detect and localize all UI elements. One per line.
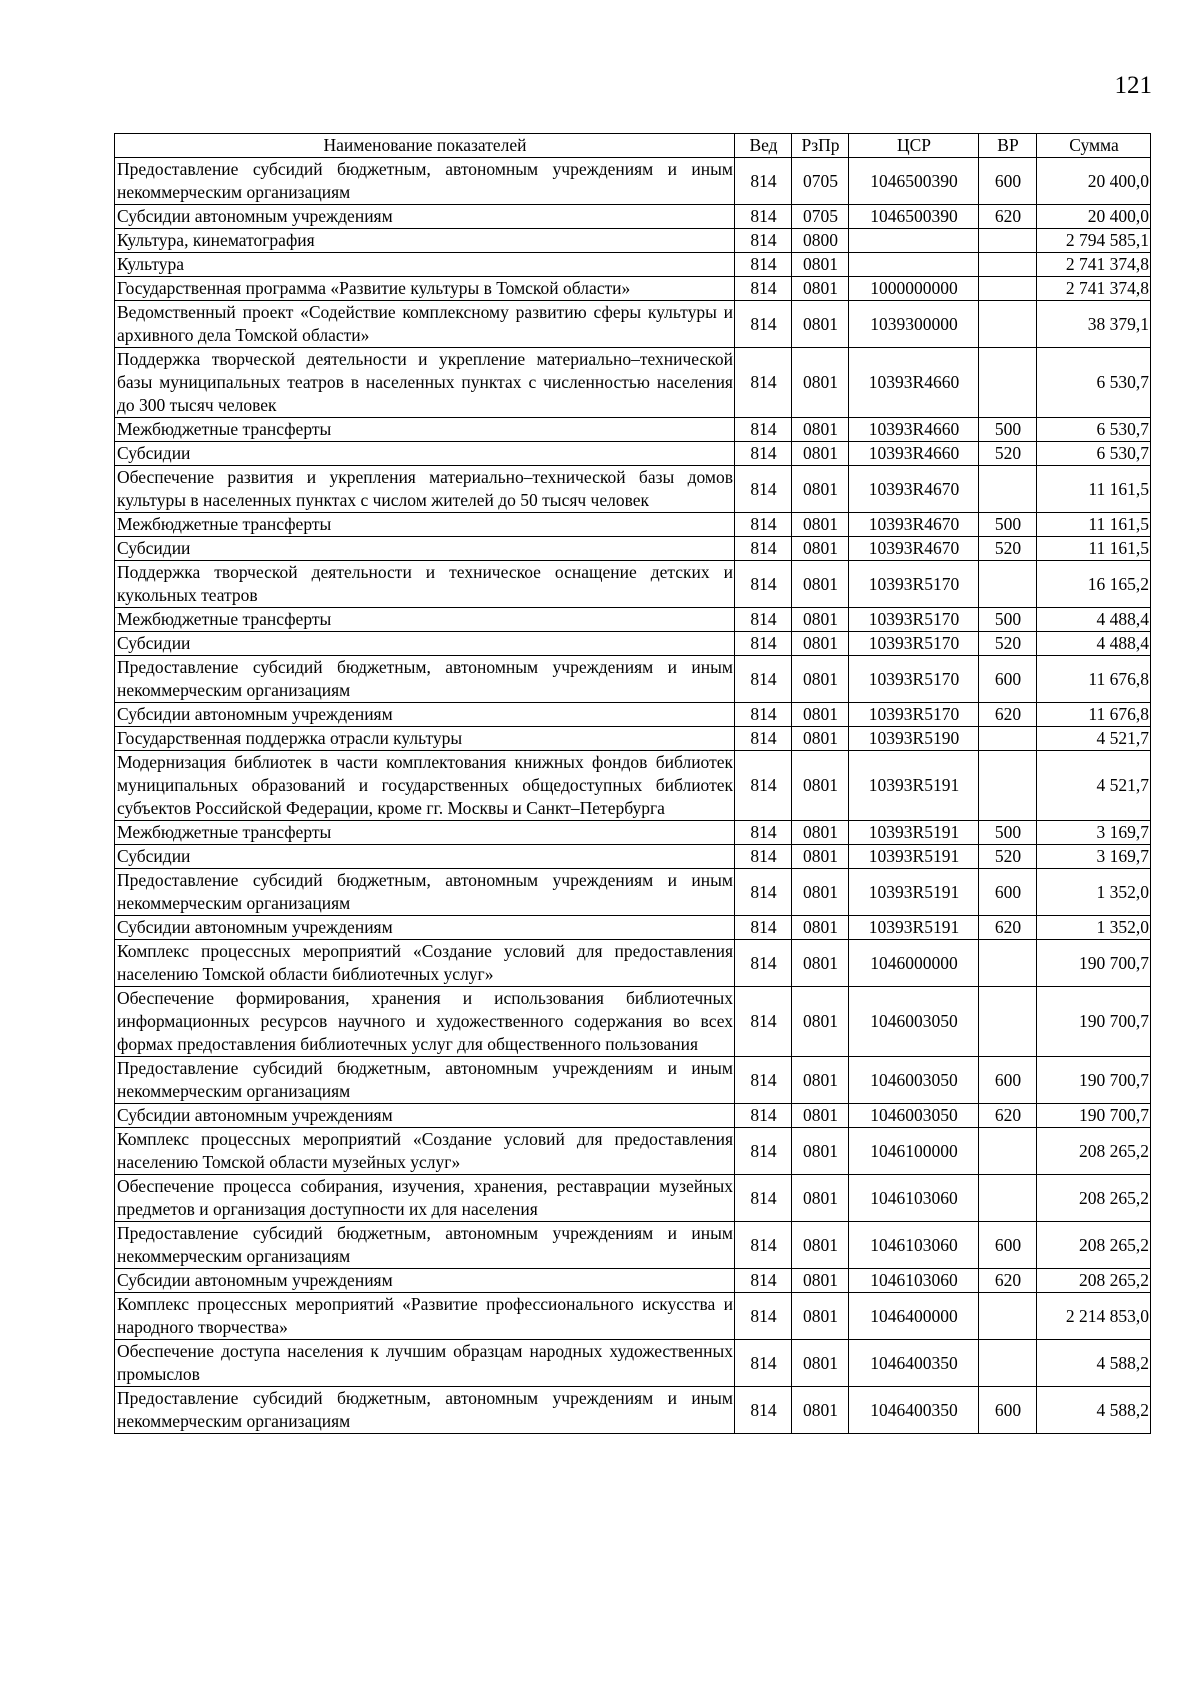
cell-sum: 4 521,7 bbox=[1037, 751, 1151, 821]
cell-vr: 500 bbox=[979, 608, 1037, 632]
cell-csr: 1046000000 bbox=[849, 940, 979, 987]
table-row bbox=[115, 348, 1151, 418]
cell-ved: 814 bbox=[735, 751, 792, 821]
cell-ved: 814 bbox=[735, 418, 792, 442]
cell-csr: 1046103060 bbox=[849, 1222, 979, 1269]
table-header-row bbox=[115, 134, 1151, 158]
cell-name: Комплекс процессных мероприятий «Создание условий для предоставления населению Томской области музейных услуг» bbox=[115, 1128, 735, 1175]
cell-vr: 500 bbox=[979, 821, 1037, 845]
cell-rzpr: 0801 bbox=[792, 513, 849, 537]
cell-csr: 1046103060 bbox=[849, 1269, 979, 1293]
cell-csr: 10393R5191 bbox=[849, 916, 979, 940]
cell-rzpr: 0801 bbox=[792, 253, 849, 277]
table-row bbox=[115, 1128, 1151, 1175]
cell-sum: 1 352,0 bbox=[1037, 916, 1151, 940]
cell-name: Предоставление субсидий бюджетным, автономным учреждениям и иным некоммерческим организациям bbox=[115, 1222, 735, 1269]
cell-sum: 190 700,7 bbox=[1037, 1057, 1151, 1104]
cell-csr: 10393R5191 bbox=[849, 869, 979, 916]
cell-vr: 520 bbox=[979, 632, 1037, 656]
cell-sum: 11 161,5 bbox=[1037, 466, 1151, 513]
cell-rzpr: 0801 bbox=[792, 277, 849, 301]
cell-name: Поддержка творческой деятельности и укрепление материально–технической базы муниципальных театров в населенных пунктах с численностью населения до 300 тысяч человек bbox=[115, 348, 735, 418]
cell-csr bbox=[849, 253, 979, 277]
cell-csr bbox=[849, 229, 979, 253]
cell-name: Субсидии bbox=[115, 632, 735, 656]
cell-ved: 814 bbox=[735, 727, 792, 751]
cell-name: Модернизация библиотек в части комплектования книжных фондов библиотек муниципальных образований и государственных общедоступных библиотек субъектов Российской Федерации, кроме гг. Москвы и Санкт–Петербурга bbox=[115, 751, 735, 821]
column-header-vr: ВР bbox=[979, 134, 1037, 158]
cell-name: Предоставление субсидий бюджетным, автономным учреждениям и иным некоммерческим организациям bbox=[115, 158, 735, 205]
cell-sum: 6 530,7 bbox=[1037, 348, 1151, 418]
cell-sum: 4 588,2 bbox=[1037, 1387, 1151, 1434]
cell-sum: 4 488,4 bbox=[1037, 608, 1151, 632]
page-number: 121 bbox=[1114, 72, 1152, 99]
cell-name: Межбюджетные трансферты bbox=[115, 821, 735, 845]
cell-ved: 814 bbox=[735, 821, 792, 845]
cell-name: Комплекс процессных мероприятий «Развитие профессионального искусства и народного творчества» bbox=[115, 1293, 735, 1340]
table-row bbox=[115, 418, 1151, 442]
cell-vr bbox=[979, 229, 1037, 253]
cell-vr bbox=[979, 987, 1037, 1057]
cell-vr bbox=[979, 466, 1037, 513]
cell-csr: 1046003050 bbox=[849, 1057, 979, 1104]
cell-vr: 620 bbox=[979, 703, 1037, 727]
cell-name: Межбюджетные трансферты bbox=[115, 608, 735, 632]
cell-sum: 2 214 853,0 bbox=[1037, 1293, 1151, 1340]
table-row bbox=[115, 158, 1151, 205]
cell-rzpr: 0801 bbox=[792, 632, 849, 656]
cell-rzpr: 0801 bbox=[792, 348, 849, 418]
table-row bbox=[115, 703, 1151, 727]
table-row bbox=[115, 466, 1151, 513]
cell-vr: 600 bbox=[979, 1387, 1037, 1434]
cell-name: Субсидии автономным учреждениям bbox=[115, 703, 735, 727]
table-row bbox=[115, 940, 1151, 987]
cell-rzpr: 0801 bbox=[792, 561, 849, 608]
cell-ved: 814 bbox=[735, 442, 792, 466]
cell-sum: 4 488,4 bbox=[1037, 632, 1151, 656]
cell-ved: 814 bbox=[735, 513, 792, 537]
cell-sum: 38 379,1 bbox=[1037, 301, 1151, 348]
cell-rzpr: 0705 bbox=[792, 205, 849, 229]
cell-vr bbox=[979, 940, 1037, 987]
table-row bbox=[115, 1222, 1151, 1269]
cell-rzpr: 0801 bbox=[792, 418, 849, 442]
cell-vr: 620 bbox=[979, 1104, 1037, 1128]
cell-sum: 3 169,7 bbox=[1037, 845, 1151, 869]
column-header-name: Наименование показателей bbox=[115, 134, 735, 158]
cell-csr: 10393R5170 bbox=[849, 632, 979, 656]
cell-ved: 814 bbox=[735, 703, 792, 727]
cell-sum: 3 169,7 bbox=[1037, 821, 1151, 845]
cell-csr: 10393R5170 bbox=[849, 656, 979, 703]
cell-csr: 1046003050 bbox=[849, 987, 979, 1057]
cell-name: Субсидии автономным учреждениям bbox=[115, 1269, 735, 1293]
cell-vr: 500 bbox=[979, 418, 1037, 442]
table-body bbox=[115, 158, 1151, 1434]
table-row bbox=[115, 869, 1151, 916]
table-row bbox=[115, 1269, 1151, 1293]
table-row bbox=[115, 1104, 1151, 1128]
cell-csr: 1046400000 bbox=[849, 1293, 979, 1340]
cell-csr: 1046500390 bbox=[849, 158, 979, 205]
cell-ved: 814 bbox=[735, 1293, 792, 1340]
cell-name: Предоставление субсидий бюджетным, автономным учреждениям и иным некоммерческим организациям bbox=[115, 1387, 735, 1434]
cell-vr: 500 bbox=[979, 513, 1037, 537]
cell-rzpr: 0801 bbox=[792, 1222, 849, 1269]
cell-ved: 814 bbox=[735, 916, 792, 940]
cell-vr: 620 bbox=[979, 916, 1037, 940]
cell-csr: 1046400350 bbox=[849, 1340, 979, 1387]
cell-csr: 10393R4670 bbox=[849, 466, 979, 513]
cell-name: Субсидии bbox=[115, 442, 735, 466]
cell-name: Обеспечение формирования, хранения и использования библиотечных информационных ресурсов научного и художественного содержания во всех формах предоставления библиотечных услуг для общественного пользования bbox=[115, 987, 735, 1057]
cell-sum: 1 352,0 bbox=[1037, 869, 1151, 916]
table-row bbox=[115, 513, 1151, 537]
cell-ved: 814 bbox=[735, 301, 792, 348]
table-row bbox=[115, 987, 1151, 1057]
cell-ved: 814 bbox=[735, 608, 792, 632]
table-row bbox=[115, 727, 1151, 751]
cell-csr: 10393R4670 bbox=[849, 513, 979, 537]
cell-csr: 10393R5170 bbox=[849, 703, 979, 727]
cell-ved: 814 bbox=[735, 940, 792, 987]
cell-ved: 814 bbox=[735, 869, 792, 916]
cell-csr: 10393R4670 bbox=[849, 537, 979, 561]
cell-vr: 600 bbox=[979, 869, 1037, 916]
cell-vr: 620 bbox=[979, 1269, 1037, 1293]
cell-vr bbox=[979, 1293, 1037, 1340]
cell-csr: 10393R4660 bbox=[849, 348, 979, 418]
cell-vr bbox=[979, 1340, 1037, 1387]
cell-rzpr: 0801 bbox=[792, 940, 849, 987]
cell-ved: 814 bbox=[735, 1104, 792, 1128]
cell-rzpr: 0801 bbox=[792, 821, 849, 845]
cell-name: Государственная поддержка отрасли культуры bbox=[115, 727, 735, 751]
cell-rzpr: 0800 bbox=[792, 229, 849, 253]
cell-vr bbox=[979, 348, 1037, 418]
cell-vr bbox=[979, 301, 1037, 348]
cell-vr: 600 bbox=[979, 1222, 1037, 1269]
column-header-rzpr: РзПр bbox=[792, 134, 849, 158]
cell-rzpr: 0801 bbox=[792, 916, 849, 940]
cell-name: Ведомственный проект «Содействие комплексному развитию сферы культуры и архивного дела Томской области» bbox=[115, 301, 735, 348]
cell-name: Культура, кинематография bbox=[115, 229, 735, 253]
table-row bbox=[115, 632, 1151, 656]
cell-csr: 1046400350 bbox=[849, 1387, 979, 1434]
cell-sum: 16 165,2 bbox=[1037, 561, 1151, 608]
cell-ved: 814 bbox=[735, 1387, 792, 1434]
cell-rzpr: 0801 bbox=[792, 608, 849, 632]
cell-rzpr: 0801 bbox=[792, 1128, 849, 1175]
cell-vr bbox=[979, 1128, 1037, 1175]
cell-rzpr: 0801 bbox=[792, 656, 849, 703]
cell-name: Субсидии автономным учреждениям bbox=[115, 1104, 735, 1128]
cell-csr: 1046100000 bbox=[849, 1128, 979, 1175]
table-row bbox=[115, 1340, 1151, 1387]
cell-ved: 814 bbox=[735, 1175, 792, 1222]
cell-name: Обеспечение процесса собирания, изучения, хранения, реставрации музейных предметов и организация доступности их для населения bbox=[115, 1175, 735, 1222]
cell-vr bbox=[979, 253, 1037, 277]
cell-csr: 10393R5190 bbox=[849, 727, 979, 751]
table-row bbox=[115, 277, 1151, 301]
cell-sum: 11 161,5 bbox=[1037, 537, 1151, 561]
cell-name: Субсидии автономным учреждениям bbox=[115, 916, 735, 940]
cell-csr: 10393R4660 bbox=[849, 418, 979, 442]
cell-ved: 814 bbox=[735, 537, 792, 561]
cell-sum: 4 521,7 bbox=[1037, 727, 1151, 751]
cell-vr bbox=[979, 751, 1037, 821]
cell-name: Межбюджетные трансферты bbox=[115, 418, 735, 442]
cell-rzpr: 0801 bbox=[792, 1387, 849, 1434]
cell-sum: 11 676,8 bbox=[1037, 656, 1151, 703]
cell-rzpr: 0801 bbox=[792, 1293, 849, 1340]
cell-rzpr: 0801 bbox=[792, 442, 849, 466]
cell-name: Субсидии автономным учреждениям bbox=[115, 205, 735, 229]
cell-sum: 190 700,7 bbox=[1037, 940, 1151, 987]
cell-vr bbox=[979, 727, 1037, 751]
cell-rzpr: 0801 bbox=[792, 466, 849, 513]
cell-vr bbox=[979, 277, 1037, 301]
cell-ved: 814 bbox=[735, 205, 792, 229]
cell-ved: 814 bbox=[735, 158, 792, 205]
cell-vr: 600 bbox=[979, 158, 1037, 205]
cell-sum: 6 530,7 bbox=[1037, 418, 1151, 442]
cell-vr bbox=[979, 1175, 1037, 1222]
table-row bbox=[115, 442, 1151, 466]
cell-sum: 2 794 585,1 bbox=[1037, 229, 1151, 253]
table-row bbox=[115, 1387, 1151, 1434]
cell-ved: 814 bbox=[735, 1269, 792, 1293]
cell-name: Государственная программа «Развитие культуры в Томской области» bbox=[115, 277, 735, 301]
cell-csr: 1046003050 bbox=[849, 1104, 979, 1128]
cell-ved: 814 bbox=[735, 1222, 792, 1269]
cell-name: Обеспечение развития и укрепления материально–технической базы домов культуры в населенных пунктах с числом жителей до 50 тысяч человек bbox=[115, 466, 735, 513]
cell-csr: 1039300000 bbox=[849, 301, 979, 348]
cell-rzpr: 0801 bbox=[792, 1104, 849, 1128]
cell-ved: 814 bbox=[735, 253, 792, 277]
cell-ved: 814 bbox=[735, 1340, 792, 1387]
cell-name: Предоставление субсидий бюджетным, автономным учреждениям и иным некоммерческим организациям bbox=[115, 656, 735, 703]
cell-ved: 814 bbox=[735, 348, 792, 418]
cell-vr: 520 bbox=[979, 537, 1037, 561]
table-row bbox=[115, 916, 1151, 940]
cell-ved: 814 bbox=[735, 656, 792, 703]
table-row bbox=[115, 301, 1151, 348]
cell-name: Культура bbox=[115, 253, 735, 277]
cell-vr: 620 bbox=[979, 205, 1037, 229]
cell-rzpr: 0801 bbox=[792, 869, 849, 916]
table-row bbox=[115, 205, 1151, 229]
cell-rzpr: 0801 bbox=[792, 751, 849, 821]
cell-ved: 814 bbox=[735, 561, 792, 608]
table-row bbox=[115, 821, 1151, 845]
cell-sum: 20 400,0 bbox=[1037, 205, 1151, 229]
table-row bbox=[115, 537, 1151, 561]
table-row bbox=[115, 561, 1151, 608]
cell-sum: 190 700,7 bbox=[1037, 987, 1151, 1057]
cell-name: Субсидии bbox=[115, 845, 735, 869]
cell-name: Обеспечение доступа населения к лучшим образцам народных художественных промыслов bbox=[115, 1340, 735, 1387]
table-row bbox=[115, 1057, 1151, 1104]
cell-csr: 1046500390 bbox=[849, 205, 979, 229]
cell-name: Предоставление субсидий бюджетным, автономным учреждениям и иным некоммерческим организациям bbox=[115, 1057, 735, 1104]
column-header-csr: ЦСР bbox=[849, 134, 979, 158]
cell-name: Предоставление субсидий бюджетным, автономным учреждениям и иным некоммерческим организациям bbox=[115, 869, 735, 916]
cell-vr: 600 bbox=[979, 1057, 1037, 1104]
cell-rzpr: 0801 bbox=[792, 301, 849, 348]
cell-csr: 10393R5170 bbox=[849, 561, 979, 608]
cell-rzpr: 0801 bbox=[792, 845, 849, 869]
cell-ved: 814 bbox=[735, 1128, 792, 1175]
cell-sum: 208 265,2 bbox=[1037, 1128, 1151, 1175]
cell-ved: 814 bbox=[735, 277, 792, 301]
cell-csr: 10393R5170 bbox=[849, 608, 979, 632]
cell-sum: 190 700,7 bbox=[1037, 1104, 1151, 1128]
cell-ved: 814 bbox=[735, 466, 792, 513]
cell-name: Комплекс процессных мероприятий «Создание условий для предоставления населению Томской области библиотечных услуг» bbox=[115, 940, 735, 987]
cell-ved: 814 bbox=[735, 632, 792, 656]
cell-rzpr: 0801 bbox=[792, 1175, 849, 1222]
cell-sum: 208 265,2 bbox=[1037, 1269, 1151, 1293]
cell-name: Поддержка творческой деятельности и техническое оснащение детских и кукольных театров bbox=[115, 561, 735, 608]
cell-rzpr: 0801 bbox=[792, 537, 849, 561]
cell-sum: 2 741 374,8 bbox=[1037, 277, 1151, 301]
cell-rzpr: 0705 bbox=[792, 158, 849, 205]
cell-rzpr: 0801 bbox=[792, 987, 849, 1057]
cell-vr bbox=[979, 561, 1037, 608]
cell-csr: 1000000000 bbox=[849, 277, 979, 301]
cell-rzpr: 0801 bbox=[792, 703, 849, 727]
cell-ved: 814 bbox=[735, 987, 792, 1057]
column-header-sum: Сумма bbox=[1037, 134, 1151, 158]
cell-vr: 520 bbox=[979, 442, 1037, 466]
cell-sum: 11 676,8 bbox=[1037, 703, 1151, 727]
cell-vr: 520 bbox=[979, 845, 1037, 869]
cell-sum: 208 265,2 bbox=[1037, 1222, 1151, 1269]
cell-csr: 10393R5191 bbox=[849, 845, 979, 869]
cell-csr: 10393R5191 bbox=[849, 821, 979, 845]
cell-ved: 814 bbox=[735, 845, 792, 869]
cell-sum: 11 161,5 bbox=[1037, 513, 1151, 537]
column-header-ved: Вед bbox=[735, 134, 792, 158]
table-row bbox=[115, 845, 1151, 869]
cell-csr: 10393R4660 bbox=[849, 442, 979, 466]
cell-rzpr: 0801 bbox=[792, 1057, 849, 1104]
cell-csr: 1046103060 bbox=[849, 1175, 979, 1222]
table-row bbox=[115, 1175, 1151, 1222]
cell-ved: 814 bbox=[735, 229, 792, 253]
table-row bbox=[115, 253, 1151, 277]
cell-name: Межбюджетные трансферты bbox=[115, 513, 735, 537]
cell-csr: 10393R5191 bbox=[849, 751, 979, 821]
cell-rzpr: 0801 bbox=[792, 1340, 849, 1387]
cell-sum: 4 588,2 bbox=[1037, 1340, 1151, 1387]
cell-sum: 20 400,0 bbox=[1037, 158, 1151, 205]
cell-sum: 208 265,2 bbox=[1037, 1175, 1151, 1222]
cell-ved: 814 bbox=[735, 1057, 792, 1104]
cell-rzpr: 0801 bbox=[792, 727, 849, 751]
cell-vr: 600 bbox=[979, 656, 1037, 703]
cell-sum: 6 530,7 bbox=[1037, 442, 1151, 466]
table-row bbox=[115, 229, 1151, 253]
table-row bbox=[115, 608, 1151, 632]
table-row bbox=[115, 656, 1151, 703]
table-row bbox=[115, 751, 1151, 821]
cell-sum: 2 741 374,8 bbox=[1037, 253, 1151, 277]
cell-rzpr: 0801 bbox=[792, 1269, 849, 1293]
budget-table bbox=[114, 133, 1151, 1434]
table-row bbox=[115, 1293, 1151, 1340]
cell-name: Субсидии bbox=[115, 537, 735, 561]
